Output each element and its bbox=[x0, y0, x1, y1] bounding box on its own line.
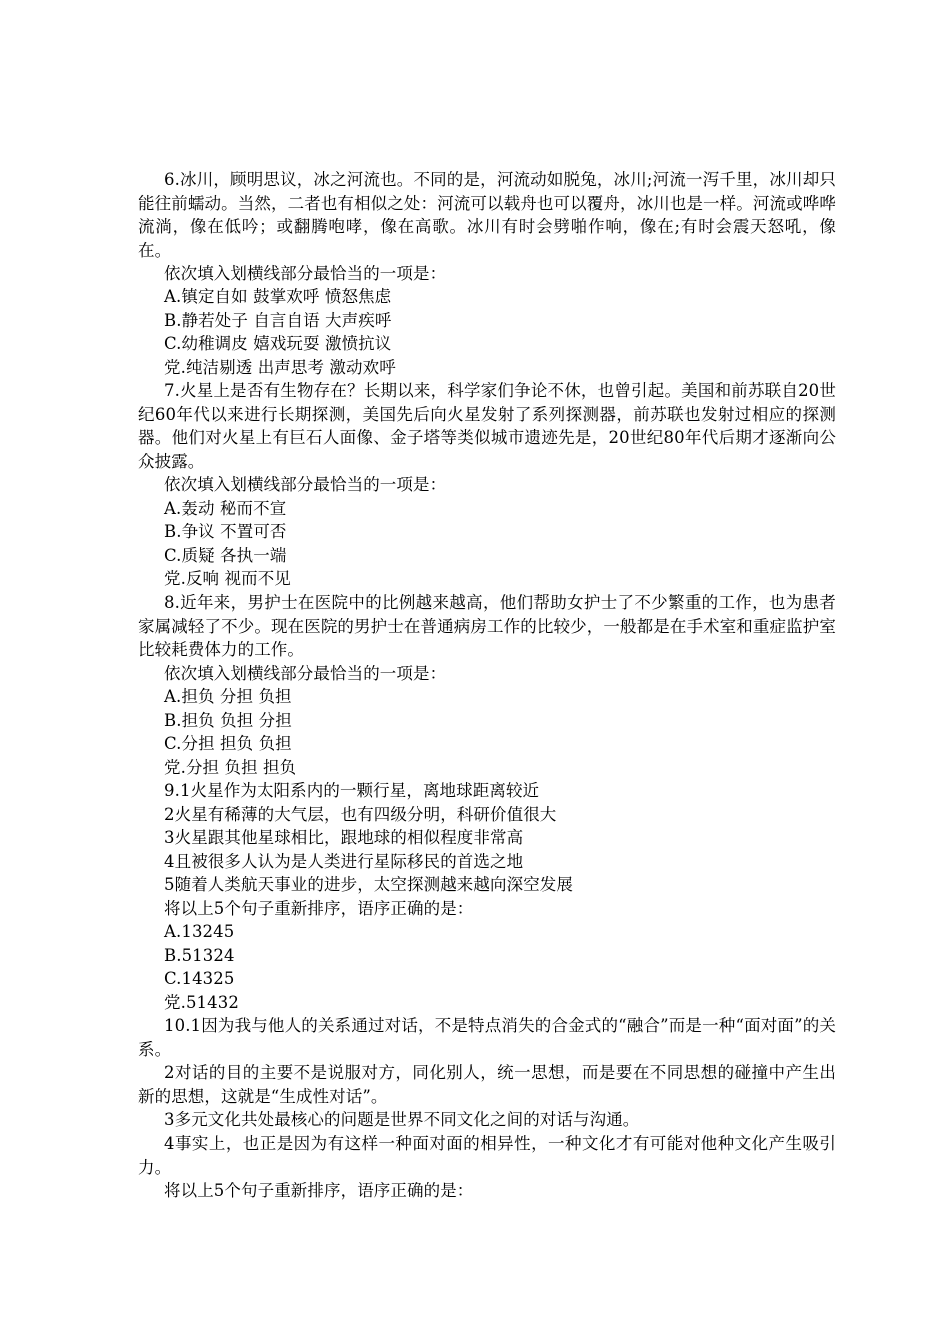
question-9-option-b: B.51324 bbox=[164, 946, 235, 965]
question-9-option-c: C.14325 bbox=[164, 969, 235, 988]
question-9-sentence-3: 3火星跟其他星球相比，跟地球的相似程度非常高 bbox=[164, 828, 524, 847]
question-10-sentence-3: 3多元文化共处最核心的问题是世界不同文化之间的对话与沟通。 bbox=[164, 1110, 640, 1129]
question-6-option-a: A.镇定自如 鼓掌欢呼 愤怒焦虑 bbox=[164, 287, 392, 306]
question-6-stem: 6.冰川，顾明思议，冰之河流也。不同的是，河流动如脱兔，冰川;河流一泻千里，冰川却只能往前蠕动。当然，二者也有相似之处：河流可以载舟也可以覆舟，冰川也是一样。河流或哗哗流淌，像在低吟；或翻腾咆哮，像在高歌。冰川有时会劈啪作响，像在;有时会震天怒吼，像在。 bbox=[138, 170, 836, 260]
question-9-sentence-1: 9.1火星作为太阳系内的一颗行星，离地球距离较近 bbox=[164, 781, 540, 800]
question-6-option-c: C.幼稚调皮 嬉戏玩耍 激愤抗议 bbox=[164, 334, 392, 353]
question-9-sentence-5: 5随着人类航天事业的进步，太空探测越来越向深空发展 bbox=[164, 875, 573, 894]
question-10-sentence-4: 4事实上，也正是因为有这样一种面对面的相异性，一种文化才有可能对他种文化产生吸引力。 bbox=[138, 1134, 836, 1177]
question-9-sentence-2: 2火星有稀薄的大气层，也有四级分明，科研价值很大 bbox=[164, 805, 557, 824]
question-10-sentence-1: 10.1因为我与他人的关系通过对话，不是特点消失的合金式的“融合”而是一种“面对面”的关系。 bbox=[138, 1016, 836, 1059]
question-7-stem: 7.火星上是否有生物存在？长期以来，科学家们争论不休，也曾引起。美国和前苏联自20世纪60年代以来进行长期探测，美国先后向火星发射了系列探测器，前苏联也发射过相应的探测器。他们对火星上有巨石人面像、金子塔等类似城市遗迹先是，20世纪80年代后期才逐渐向公众披露。 bbox=[138, 381, 836, 471]
question-6-option-d: 党.纯洁剔透 出声思考 激动欢呼 bbox=[164, 358, 396, 377]
question-9-prompt: 将以上5个句子重新排序，语序正确的是： bbox=[164, 899, 474, 918]
question-10-sentence-2: 2对话的目的主要不是说服对方，同化别人，统一思想，而是要在不同思想的碰撞中产生出新的思想，这就是“生成性对话”。 bbox=[138, 1063, 836, 1106]
question-8-option-b: B.担负 负担 分担 bbox=[164, 711, 292, 730]
question-8-option-a: A.担负 分担 负担 bbox=[164, 687, 292, 706]
question-7-prompt: 依次填入划横线部分最恰当的一项是： bbox=[164, 475, 447, 494]
question-10-prompt: 将以上5个句子重新排序，语序正确的是： bbox=[164, 1181, 474, 1200]
question-7-option-c: C.质疑 各执一端 bbox=[164, 546, 287, 565]
question-9-option-d: 党.51432 bbox=[164, 993, 239, 1012]
question-6-option-b: B.静若处子 自言自语 大声疾呼 bbox=[164, 311, 392, 330]
question-7-option-a: A.轰动 秘而不宣 bbox=[164, 499, 287, 518]
question-8-stem: 8.近年来，男护士在医院中的比例越来越高，他们帮助女护士了不少繁重的工作，也为患者家属减轻了不少。现在医院的男护士在普通病房工作的比较少，一般都是在手术室和重症监护室比较耗费体力的工作。 bbox=[138, 593, 836, 660]
question-9-option-a: A.13245 bbox=[164, 922, 235, 941]
question-9-sentence-4: 4且被很多人认为是人类进行星际移民的首选之地 bbox=[164, 852, 524, 871]
question-7-option-b: B.争议 不置可否 bbox=[164, 522, 287, 541]
question-7-option-d: 党.反响 视而不见 bbox=[164, 569, 291, 588]
question-8-option-c: C.分担 担负 负担 bbox=[164, 734, 292, 753]
question-6-prompt: 依次填入划横线部分最恰当的一项是： bbox=[164, 264, 447, 283]
question-8-option-d: 党.分担 负担 担负 bbox=[164, 758, 297, 777]
question-8-prompt: 依次填入划横线部分最恰当的一项是： bbox=[164, 664, 447, 683]
